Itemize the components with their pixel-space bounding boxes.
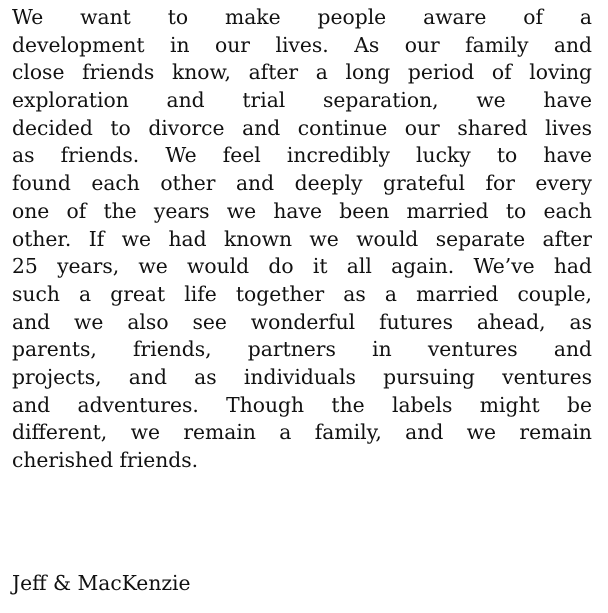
statement-line: as friends. We feel incredibly lucky to have — [12, 143, 592, 168]
statement-line: and adventures. Though the labels might be — [12, 392, 592, 417]
statement-line: cherished friends. — [12, 448, 199, 472]
statement-line: different, we remain a family, and we remain — [12, 420, 592, 445]
statement-line: and we also see wonderful futures ahead, as — [12, 309, 592, 334]
statement-body — [12, 4, 592, 475]
statement-line: such a great life together as a married couple, — [12, 281, 592, 306]
statement-line: one of the years we have been married to each — [12, 198, 592, 223]
statement-line: found each other and deeply grateful for every — [12, 171, 592, 196]
statement-line: projects, and as individuals pursuing ventures — [12, 364, 592, 389]
statement-line: We want to make people aware of a — [12, 5, 592, 29]
statement-line: close friends know, after a long period of loving — [12, 60, 592, 85]
statement-line: 25 years, we would do it all again. We’ve had — [12, 254, 592, 279]
statement-line: other. If we had known we would separate after — [12, 226, 592, 251]
statement-line: decided to divorce and continue our shared lives — [12, 115, 592, 140]
signature: Jeff & MacKenzie — [12, 571, 191, 595]
statement-line: parents, friends, partners in ventures and — [12, 337, 592, 362]
statement-line: exploration and trial separation, we have — [12, 88, 592, 113]
statement-line: development in our lives. As our family and — [12, 32, 592, 57]
